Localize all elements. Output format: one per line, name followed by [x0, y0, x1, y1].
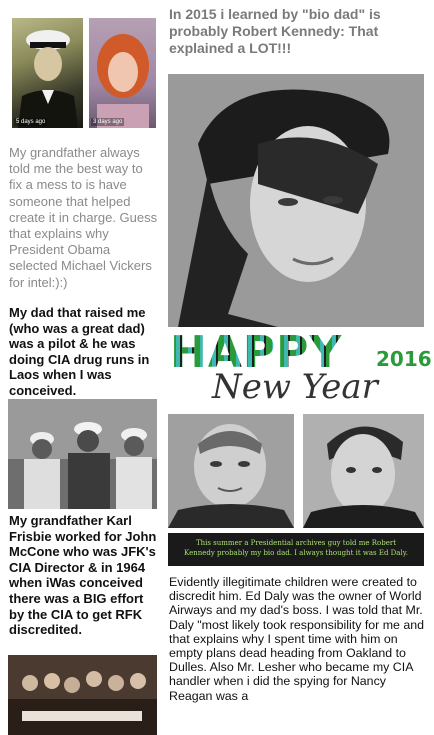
redhead-illustration: [89, 18, 156, 128]
group-illustration: [8, 655, 157, 735]
dad-story: My dad that raised me (who was a great dad) was a pilot & he was doing CIA drug runs in Laos when I was conceived.: [9, 305, 150, 398]
thumbnail-redhead[interactable]: [89, 18, 156, 128]
thumbnail-timestamp: 5 days ago: [16, 119, 46, 125]
ed-daly-illustration: [168, 414, 294, 528]
banner-new-year-script: New Year: [212, 367, 378, 407]
photo-robert-kennedy[interactable]: [303, 414, 424, 528]
banner-year-number: 2016: [376, 347, 432, 371]
robert-kennedy-illustration: [303, 414, 424, 528]
three-men-illustration: [8, 399, 157, 509]
frisbie-story: My grandfather Karl Frisbie worked for John McCone who was JFK's CIA Director & in 1964 when iWas conceived there was a BIG effort by the CIA to get RFK discredited.: [9, 513, 157, 638]
woman-portrait-illustration: [168, 74, 424, 327]
thumbnail-timestamp: 3 days ago: [93, 119, 123, 125]
grandfather-quote: My grandfather always told me the best way to fix a mess to is have someone that helped create it in charge. Guess that explains why President Obama selected Michael Vickers for intel:):): [9, 145, 158, 290]
navy-officer-illustration: [12, 18, 83, 128]
caption-box: [168, 533, 424, 566]
photo-ed-daly[interactable]: [168, 414, 294, 528]
page-headline: In 2015 i learned by "bio dad" is probably Robert Kennedy: That explained a LOT!!!: [169, 6, 381, 56]
photo-woman-portrait[interactable]: [168, 74, 424, 327]
right-story: Evidently illegitimate children were created to discredit him. Ed Daly was the owner of World Airways and my dad's boss. I was told that Mr. Daly "most likely took responsibility for me and that explains why I spent time with him on empty plans dead heading from Oakland to Dulles. Also Mr. Lesher who became my CIA handler when i did the spying for Nancy Reagan was a: [169, 575, 425, 703]
photo-three-men[interactable]: [8, 399, 157, 509]
banner-happy-text: HAPPY: [170, 327, 343, 378]
caption-text: This summer a Presidential archives guy told me Robert Kennedy probably my bio dad. I always thought it was Ed Daly.: [184, 539, 408, 557]
happy-new-year-banner: [168, 327, 432, 413]
photo-group[interactable]: [8, 655, 157, 735]
thumbnail-navy-officer[interactable]: [12, 18, 83, 128]
